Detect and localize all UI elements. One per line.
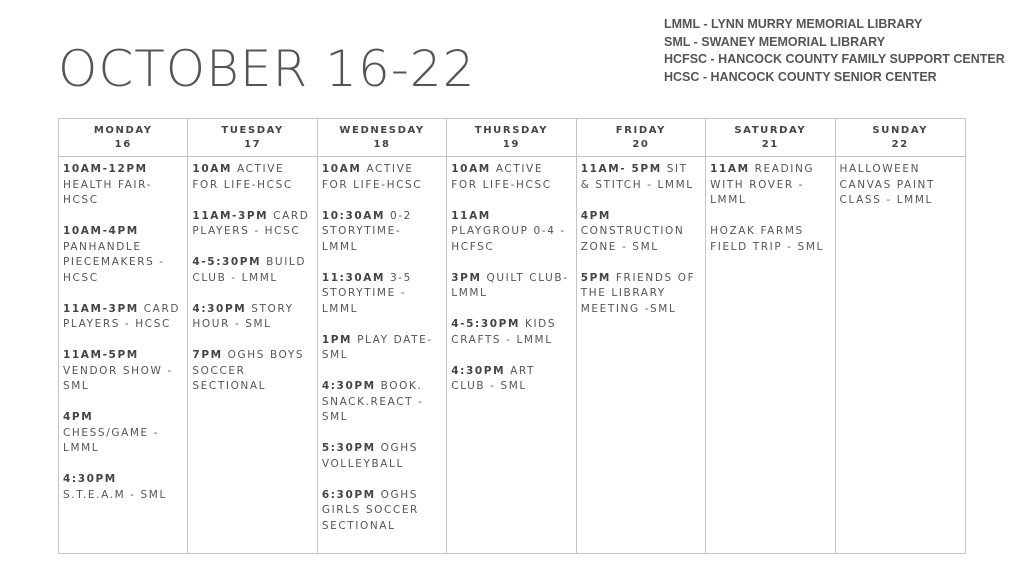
event-item bbox=[710, 162, 830, 209]
event-item bbox=[63, 348, 183, 395]
day-date: 18 bbox=[373, 139, 391, 150]
day-column-saturday bbox=[706, 119, 835, 553]
event-time: 10AM bbox=[451, 163, 491, 175]
event-list bbox=[706, 157, 834, 271]
event-item bbox=[451, 209, 571, 256]
event-description: BOOK. SNACK.REACT - SML bbox=[321, 380, 424, 423]
event-time: 11:30AM bbox=[321, 271, 386, 284]
day-name: SATURDAY bbox=[734, 125, 807, 136]
event-item bbox=[451, 317, 571, 348]
event-item bbox=[63, 162, 183, 209]
event-item bbox=[63, 410, 183, 457]
event-item bbox=[451, 271, 571, 302]
event-description: PLAY DATE- SML bbox=[321, 333, 433, 361]
event-description: ACTIVE FOR LIFE-HCSC bbox=[321, 163, 423, 191]
event-time: 4PM bbox=[63, 411, 94, 423]
event-item bbox=[581, 271, 701, 318]
event-item bbox=[322, 488, 442, 535]
event-item bbox=[322, 441, 442, 472]
day-date: 22 bbox=[891, 139, 909, 150]
event-description: CARD PLAYERS - HCSC bbox=[192, 209, 310, 237]
event-time: 10:30AM bbox=[321, 209, 386, 222]
day-date: 17 bbox=[244, 139, 262, 150]
event-time: 4:30PM bbox=[63, 473, 117, 485]
event-time: 7PM bbox=[192, 349, 223, 361]
page-title: OCTOBER 16-22 bbox=[58, 40, 476, 98]
event-item bbox=[581, 209, 701, 256]
event-list bbox=[577, 157, 705, 333]
event-description: OGHS VOLLEYBALL bbox=[321, 442, 419, 470]
event-time: 11AM-3PM bbox=[63, 302, 139, 315]
event-description: HALLOWEEN CANVAS PAINT CLASS - LMML bbox=[839, 163, 936, 206]
day-header bbox=[577, 119, 705, 157]
event-list bbox=[188, 157, 316, 410]
day-header bbox=[706, 119, 834, 157]
event-time: 10AM-4PM bbox=[63, 225, 139, 237]
event-time: 6:30PM bbox=[321, 488, 376, 501]
event-list bbox=[59, 157, 187, 519]
event-time: 4:30PM bbox=[192, 302, 247, 315]
event-time: 10AM-12PM bbox=[63, 163, 148, 175]
event-item bbox=[192, 255, 312, 286]
event-description: ART CLUB - SML bbox=[451, 364, 536, 392]
event-item bbox=[451, 162, 571, 193]
event-item bbox=[192, 162, 312, 193]
event-description: CARD PLAYERS - HCSC bbox=[63, 302, 181, 330]
event-time: 10AM bbox=[321, 163, 362, 175]
event-description: HOZAK FARMS FIELD TRIP - SML bbox=[710, 225, 824, 253]
event-item bbox=[322, 209, 442, 256]
event-time: 10AM bbox=[192, 163, 233, 175]
event-description: BUILD CLUB - LMML bbox=[192, 256, 307, 284]
event-time: 5PM bbox=[580, 271, 611, 284]
event-item bbox=[840, 162, 961, 209]
event-description: S.T.E.A.M - SML bbox=[63, 488, 167, 501]
location-legend bbox=[664, 16, 1005, 86]
event-item bbox=[63, 224, 183, 286]
event-item bbox=[192, 302, 312, 333]
day-name: WEDNESDAY bbox=[339, 125, 425, 136]
event-time: 11AM- 5PM bbox=[580, 163, 662, 175]
event-time: 11AM-3PM bbox=[192, 209, 269, 222]
day-date: 16 bbox=[114, 139, 132, 150]
event-time: 11AM bbox=[451, 209, 491, 222]
event-item bbox=[192, 348, 312, 395]
event-description: READING WITH ROVER - LMML bbox=[710, 163, 815, 206]
day-header bbox=[318, 119, 446, 157]
event-time: 3PM bbox=[451, 271, 482, 284]
event-item bbox=[63, 472, 183, 503]
event-description: 3-5 STORYTIME - LMML bbox=[321, 271, 412, 315]
day-name: MONDAY bbox=[93, 125, 153, 136]
event-description: OGHS BOYS SOCCER SECTIONAL bbox=[192, 349, 305, 392]
event-description: PLAYGROUP 0-4 - HCFSC bbox=[451, 225, 566, 253]
event-description: STORY HOUR - SML bbox=[192, 302, 294, 330]
event-time: 4-5:30PM bbox=[451, 318, 520, 330]
day-column-wednesday bbox=[318, 119, 447, 553]
event-item bbox=[322, 271, 442, 318]
event-time: 4PM bbox=[580, 209, 611, 222]
event-time: 11AM bbox=[710, 163, 750, 175]
event-description: 0-2 STORYTIME- LMML bbox=[321, 209, 412, 253]
legend-item: SML - SWANEY MEMORIAL LIBRARY bbox=[664, 34, 886, 49]
event-description: KIDS CRAFTS - LMML bbox=[451, 318, 557, 346]
event-description: ACTIVE FOR LIFE-HCSC bbox=[192, 163, 293, 191]
day-name: TUESDAY bbox=[221, 125, 284, 136]
day-date: 19 bbox=[502, 139, 521, 150]
event-description: SIT & STITCH - LMML bbox=[580, 163, 694, 191]
event-description: ACTIVE FOR LIFE-HCSC bbox=[451, 163, 552, 191]
event-item bbox=[192, 209, 312, 240]
event-description: QUILT CLUB- LMML bbox=[451, 271, 569, 299]
event-description: HEALTH FAIR- HCSC bbox=[63, 178, 152, 206]
day-header bbox=[447, 119, 575, 157]
legend-item: HCSC - HANCOCK COUNTY SENIOR CENTER bbox=[664, 69, 937, 84]
event-time: 4-5:30PM bbox=[192, 256, 262, 268]
day-column-thursday bbox=[447, 119, 576, 553]
event-list bbox=[447, 157, 575, 410]
day-header bbox=[188, 119, 316, 157]
event-description: PANHANDLE PIECEMAKERS - HCSC bbox=[63, 240, 165, 284]
legend-item: HCFSC - HANCOCK COUNTY FAMILY SUPPORT CENTER bbox=[664, 52, 1005, 66]
legend-item: LMML - LYNN MURRY MEMORIAL LIBRARY bbox=[664, 17, 923, 31]
event-description: CHESS/GAME - LMML bbox=[63, 426, 160, 454]
day-name: FRIDAY bbox=[615, 125, 666, 136]
day-header bbox=[836, 119, 965, 157]
event-item bbox=[710, 224, 830, 255]
event-time: 1PM bbox=[321, 333, 353, 346]
day-column-friday bbox=[577, 119, 706, 553]
day-name: SUNDAY bbox=[872, 125, 929, 136]
event-list bbox=[836, 157, 965, 224]
event-time: 4:30PM bbox=[451, 364, 506, 377]
day-header bbox=[59, 119, 187, 157]
event-item bbox=[322, 379, 442, 426]
event-list bbox=[318, 157, 446, 550]
event-time: 4:30PM bbox=[321, 380, 376, 392]
day-column-sunday bbox=[836, 119, 965, 553]
event-item bbox=[322, 333, 442, 364]
day-column-monday bbox=[59, 119, 188, 553]
event-item bbox=[451, 364, 571, 395]
event-item bbox=[581, 162, 701, 193]
event-time: 5:30PM bbox=[321, 442, 376, 454]
weekly-calendar bbox=[58, 118, 966, 554]
event-item bbox=[63, 302, 183, 333]
event-description: FRIENDS OF THE LIBRARY MEETING -SML bbox=[580, 271, 696, 315]
day-date: 20 bbox=[632, 139, 650, 150]
event-item bbox=[322, 162, 442, 193]
day-date: 21 bbox=[761, 139, 779, 150]
event-time: 11AM-5PM bbox=[63, 349, 139, 361]
event-description: VENDOR SHOW - SML bbox=[63, 364, 173, 392]
day-column-tuesday bbox=[188, 119, 317, 553]
event-description: CONSTRUCTION ZONE - SML bbox=[580, 225, 685, 253]
event-description: OGHS GIRLS SOCCER SECTIONAL bbox=[321, 488, 419, 532]
day-name: THURSDAY bbox=[474, 125, 549, 136]
